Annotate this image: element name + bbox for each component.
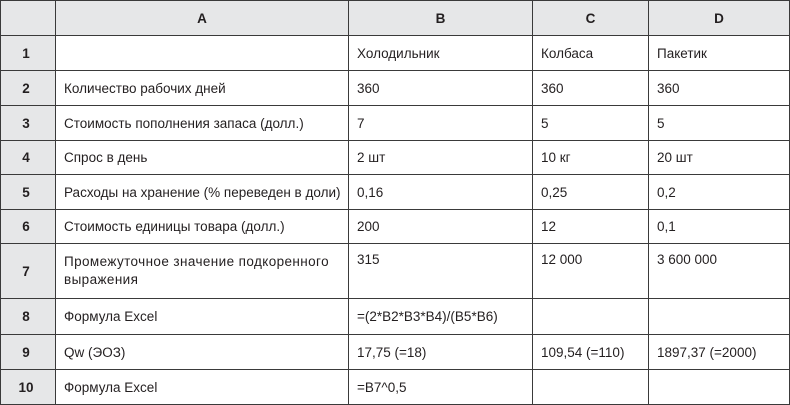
cell-a6[interactable]: Стоимость единицы товара (долл.) xyxy=(56,210,349,244)
table-row xyxy=(1,335,790,370)
table-row xyxy=(1,299,790,335)
row-header[interactable]: 9 xyxy=(1,335,56,370)
cell-b10[interactable]: =B7^0,5 xyxy=(349,370,533,405)
table-row xyxy=(1,36,790,71)
cell-c4[interactable]: 10 кг xyxy=(533,141,649,175)
corner-cell[interactable] xyxy=(1,1,56,36)
column-header-d[interactable]: D xyxy=(649,1,790,36)
cell-d10[interactable] xyxy=(649,370,790,405)
table-row xyxy=(1,175,790,210)
cell-d6[interactable]: 0,1 xyxy=(649,210,790,244)
cell-c9[interactable]: 109,54 (=110) xyxy=(533,335,649,370)
cell-d1[interactable]: Пакетик xyxy=(649,36,790,71)
cell-b6[interactable]: 200 xyxy=(349,210,533,244)
row-header[interactable]: 7 xyxy=(1,244,56,299)
cell-b7[interactable]: 315 xyxy=(349,244,533,299)
table-row xyxy=(1,370,790,405)
cell-b3[interactable]: 7 xyxy=(349,106,533,141)
cell-d2[interactable]: 360 xyxy=(649,71,790,106)
table-row xyxy=(1,106,790,141)
row-header[interactable]: 5 xyxy=(1,175,56,210)
row-header[interactable]: 3 xyxy=(1,106,56,141)
cell-b1[interactable]: Холодильник xyxy=(349,36,533,71)
cell-d3[interactable]: 5 xyxy=(649,106,790,141)
column-header-b[interactable]: B xyxy=(349,1,533,36)
table-row xyxy=(1,210,790,244)
cell-a3[interactable]: Стоимость пополнения запаса (долл.) xyxy=(56,106,349,141)
table-row xyxy=(1,71,790,106)
cell-c5[interactable]: 0,25 xyxy=(533,175,649,210)
cell-b5[interactable]: 0,16 xyxy=(349,175,533,210)
cell-d8[interactable] xyxy=(649,299,790,335)
cell-c10[interactable] xyxy=(533,370,649,405)
row-header[interactable]: 1 xyxy=(1,36,56,71)
cell-a9[interactable]: Qw (ЭОЗ) xyxy=(56,335,349,370)
cell-b9[interactable]: 17,75 (=18) xyxy=(349,335,533,370)
cell-a4[interactable]: Спрос в день xyxy=(56,141,349,175)
cell-c6[interactable]: 12 xyxy=(533,210,649,244)
cell-a2[interactable]: Количество рабочих дней xyxy=(56,71,349,106)
cell-d9[interactable]: 1897,37 (=2000) xyxy=(649,335,790,370)
cell-a1[interactable] xyxy=(56,36,349,71)
cell-c3[interactable]: 5 xyxy=(533,106,649,141)
row-header[interactable]: 2 xyxy=(1,71,56,106)
cell-a7[interactable]: Промежуточное значение подкоренного выражения xyxy=(56,244,349,299)
cell-b2[interactable]: 360 xyxy=(349,71,533,106)
column-header-c[interactable]: C xyxy=(533,1,649,36)
cell-d7[interactable]: 3 600 000 xyxy=(649,244,790,299)
row-header[interactable]: 4 xyxy=(1,141,56,175)
row-header[interactable]: 6 xyxy=(1,210,56,244)
cell-b8[interactable]: =(2*B2*B3*B4)/(B5*B6) xyxy=(349,299,533,335)
column-header-a[interactable]: A xyxy=(56,1,349,36)
table-row xyxy=(1,141,790,175)
row-header[interactable]: 8 xyxy=(1,299,56,335)
cell-d5[interactable]: 0,2 xyxy=(649,175,790,210)
cell-a5[interactable]: Расходы на хранение (% переведен в доли) xyxy=(56,175,349,210)
column-header-row xyxy=(1,1,790,36)
cell-a8[interactable]: Формула Excel xyxy=(56,299,349,335)
cell-c1[interactable]: Колбаса xyxy=(533,36,649,71)
cell-b4[interactable]: 2 шт xyxy=(349,141,533,175)
cell-c7[interactable]: 12 000 xyxy=(533,244,649,299)
table-row xyxy=(1,244,790,299)
cell-c2[interactable]: 360 xyxy=(533,71,649,106)
cell-d4[interactable]: 20 шт xyxy=(649,141,790,175)
row-header[interactable]: 10 xyxy=(1,370,56,405)
cell-a10[interactable]: Формула Excel xyxy=(56,370,349,405)
cell-c8[interactable] xyxy=(533,299,649,335)
